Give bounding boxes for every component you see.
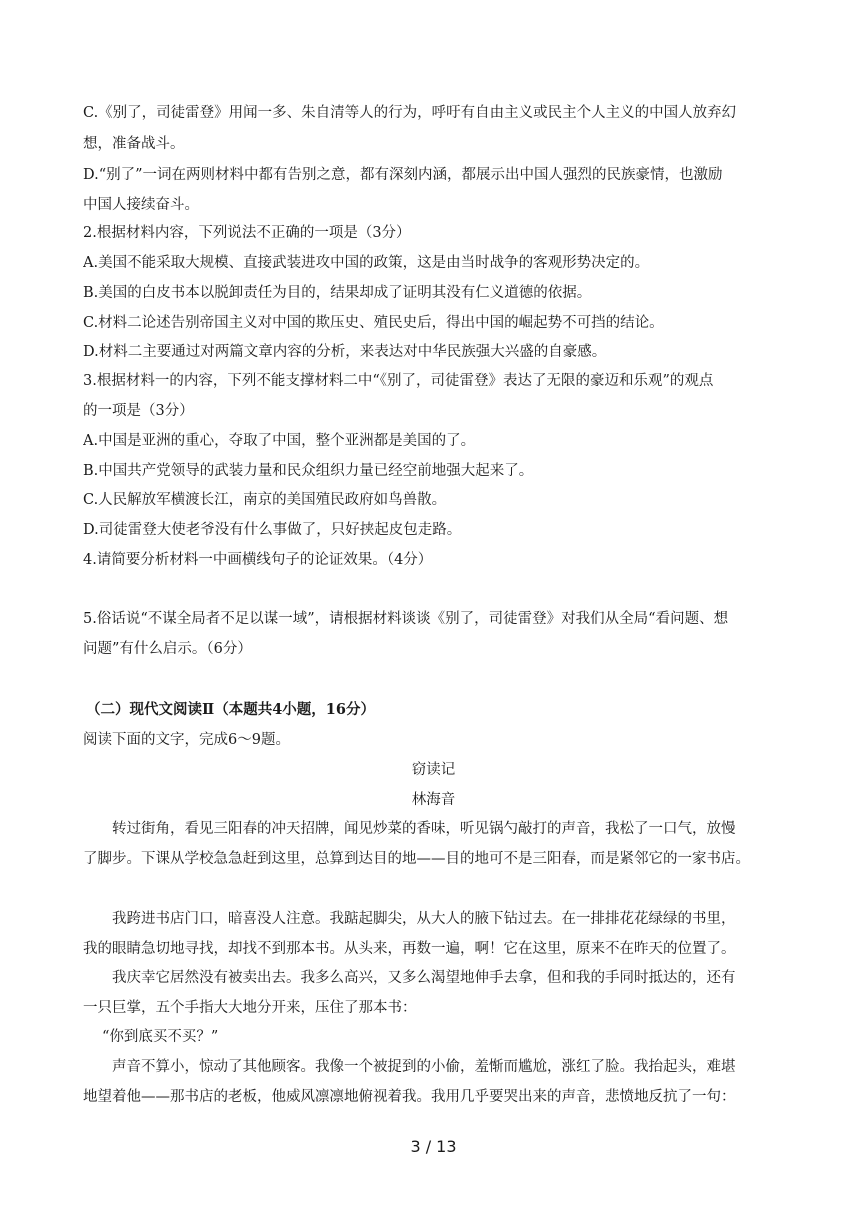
paragraph-4-line-2: 地望着他——那书店的老板，他威风凛凛地俯视着我。我用几乎要哭出来的声音，悲愤地反抗了一句：	[83, 1089, 736, 1105]
question-4: 4.请简要分析材料一中画横线句子的论证效果。（4分）	[83, 552, 433, 568]
article-author: 林海音	[411, 792, 456, 808]
paragraph-3-line-1: 我庆幸它居然没有被卖出去。我多么高兴，又多么渴望地伸手去拿，但和我的手同时抵达的，还有	[112, 970, 736, 986]
question-5-line-1: 5.俗话说“不谋全局者不足以谋一域”，请根据材料谈谈《别了，司徒雷登》对我们从全局“看问题、想	[83, 611, 729, 627]
paragraph-1-line-1: 转过街角，看见三阳春的冲天招牌，闻见炒菜的香味，听见锅勺敲打的声音，我松了一口气，放慢	[112, 821, 736, 837]
article-title: 窃读记	[411, 762, 456, 778]
paragraph-3-line-2: 一只巨掌，五个手指大大地分开来，压住了那本书：	[83, 1000, 417, 1016]
question-5-line-2: 问题”有什么启示。（6分）	[83, 641, 252, 657]
option-c-line-2: 想，准备战斗。	[83, 136, 185, 152]
question-2: 2.根据材料内容，下列说法不正确的一项是（3分）	[83, 225, 411, 241]
option-d-line-2: 中国人接续奋斗。	[83, 197, 199, 213]
question-3-option-d: D.司徒雷登大使老爷没有什么事做了，只好挟起皮包走路。	[83, 522, 462, 538]
question-3-option-b: B.中国共产党领导的武装力量和民众组织力量已经空前地强大起来了。	[83, 463, 534, 479]
question-2-option-b: B.美国的白皮书本以脱卸责任为目的，结果却成了证明其没有仁义道德的依据。	[83, 285, 592, 301]
paragraph-1-line-2: 了脚步。下课从学校急急赶到这里，总算到达目的地——目的地可不是三阳春，而是紧邻它的一家书店。	[83, 851, 750, 867]
question-3-option-c: C.人民解放军横渡长江，南京的美国殖民政府如鸟兽散。	[83, 492, 447, 508]
question-3-line-2: 的一项是（3分）	[83, 403, 194, 419]
option-c-line-1: C.《别了，司徒雷登》用闻一多、朱自清等人的行为，呼吁有自由主义或民主个人主义的中国人放弃幻	[83, 105, 737, 121]
question-3-option-a: A.中国是亚洲的重心，夺取了中国，整个亚洲都是美国的了。	[83, 433, 476, 449]
paragraph-2-line-2: 我的眼睛急切地寻找，却找不到那本书。从头来，再数一遍，啊！它在这里，原来不在昨天的位置了。	[83, 941, 736, 957]
question-2-option-a: A.美国不能采取大规模、直接武装进攻中国的政策，这是由当时战争的客观形势决定的。	[83, 255, 650, 271]
paragraph-4-line-1: 声音不算小，惊动了其他顾客。我像一个被捉到的小偷，羞惭而尴尬，涨红了脸。我抬起头，难堪	[112, 1059, 736, 1075]
question-3-line-1: 3.根据材料一的内容，下列不能支撑材料二中“《别了，司徒雷登》表达了无限的豪迈和乐观”的观点	[83, 373, 714, 389]
section-heading: （二）现代文阅读Ⅱ（本题共4小题，16分）	[86, 701, 375, 718]
question-2-option-c: C.材料二论述告别帝国主义对中国的欺压史、殖民史后，得出中国的崛起势不可挡的结论。	[83, 315, 664, 331]
paragraph-2-line-1: 我跨进书店门口，暗喜没人注意。我踮起脚尖，从大人的腋下钻过去。在一排排花花绿绿的书里，	[112, 911, 736, 927]
option-d-line-1: D.“别了”一词在两则材料中都有告别之意，都有深刻内涵，都展示出中国人强烈的民族豪情，也激励	[83, 167, 723, 183]
page-number: 3 / 13	[410, 1137, 457, 1156]
question-2-option-d: D.材料二主要通过对两篇文章内容的分析，来表达对中华民族强大兴盛的自豪感。	[83, 344, 607, 360]
reading-instruction: 阅读下面的文字，完成6～9题。	[83, 732, 290, 748]
dialogue-line: “你到底买不买？”	[102, 1029, 219, 1045]
